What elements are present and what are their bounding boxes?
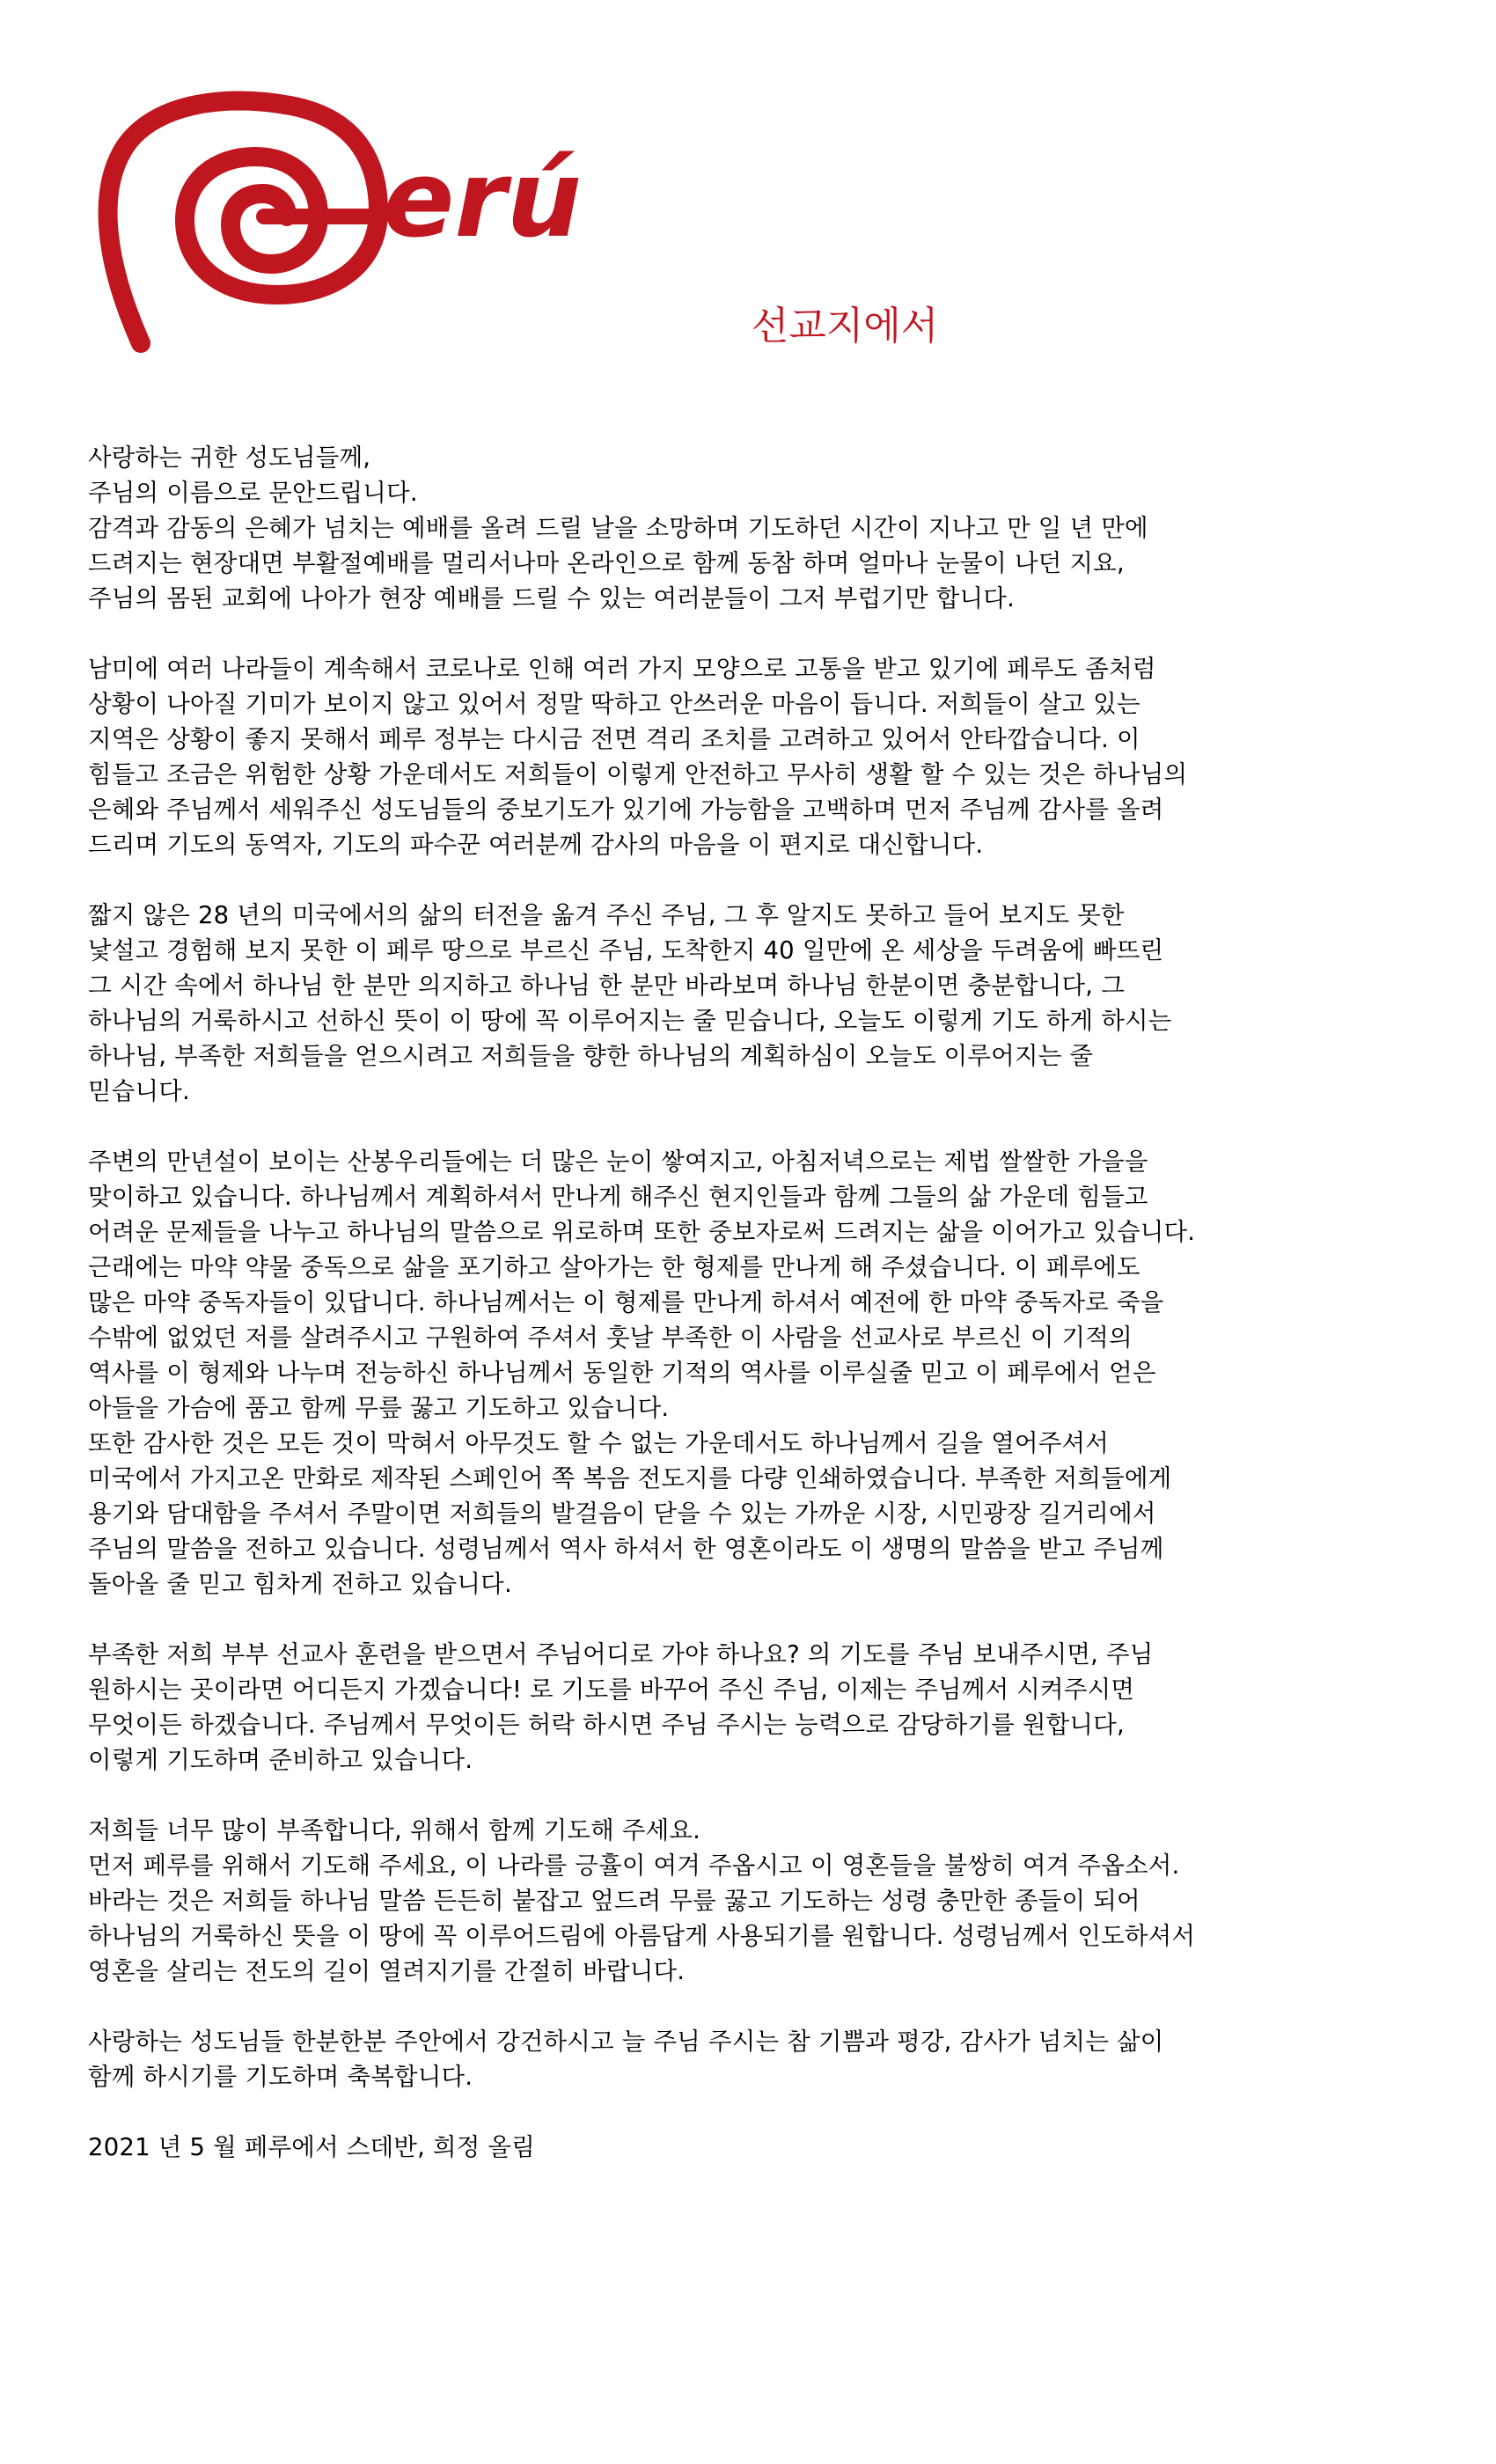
letter-paragraph (88, 1813, 1426, 1989)
letter-paragraph (88, 1426, 1426, 1602)
letter-line: 감격과 감동의 은혜가 넘치는 예배를 올려 드릴 날을 소망하며 기도하던 시간이 지나고 만 일 년 만에 (88, 514, 1148, 542)
letter-paragraph (88, 2024, 1426, 2094)
letter-line: 2021 년 5 월 페루에서 스데반, 희정 올림 (88, 2133, 535, 2161)
letter-line: 역사를 이 형제와 나누며 전능하신 하나님께서 동일한 기적의 역사를 이루실줄 믿고 이 페루에서 얻은 (88, 1359, 1156, 1387)
letter-line: 낯설고 경험해 보지 못한 이 페루 땅으로 부르신 주님, 도착한지 40 일만에 온 세상을 두려움에 빠뜨린 (88, 936, 1164, 964)
letter-line: 하나님의 거룩하시고 선하신 뜻이 이 땅에 꼭 이루어지는 줄 믿습니다, 오늘도 이렇게 기도 하게 하시는 (88, 1007, 1172, 1035)
letter-line: 믿습니다. (88, 1077, 191, 1105)
letter-line: 주님의 몸된 교회에 나아가 현장 예배를 드릴 수 있는 여러분들이 그저 부럽기만 합니다. (88, 584, 1016, 612)
letter-line: 사랑하는 귀한 성도님들께, (88, 444, 371, 472)
letter-line: 주변의 만년설이 보이는 산봉우리들에는 더 많은 눈이 쌓여지고, 아침저녁으로는 제법 쌀쌀한 가을을 (88, 1148, 1148, 1176)
letter-line: 어려운 문제들을 나누고 하나님의 말씀으로 위로하며 또한 중보자로써 드려지는 삶을 이어가고 있습니다. (88, 1218, 1196, 1246)
letter-title: 선교지에서 (751, 304, 939, 348)
letter-line: 드려지는 현장대면 부활절예배를 멀리서나마 온라인으로 함께 동참 하며 얼마나 눈물이 나던 지요, (88, 549, 1125, 577)
letter-paragraph (88, 440, 1426, 616)
letter-line: 많은 마약 중독자들이 있답니다. 하나님께서는 이 형제를 만나게 하셔서 예전에 한 마약 중독자로 죽을 (88, 1288, 1164, 1316)
letter-line: 먼저 페루를 위해서 기도해 주세요, 이 나라를 긍휼이 여겨 주옵시고 이 영혼들을 불쌍히 여겨 주옵소서. (88, 1852, 1180, 1880)
letter-line: 저희들 너무 많이 부족합니다, 위해서 함께 기도해 주세요. (88, 1816, 701, 1844)
letter-line: 영혼을 살리는 전도의 길이 열려지기를 간절히 바랍니다. (88, 1957, 686, 1985)
letter-line: 짧지 않은 28 년의 미국에서의 삶의 터전을 옮겨 주신 주님, 그 후 알지도 못하고 들어 보지도 못한 (88, 901, 1125, 929)
letter-line: 은혜와 주님께서 세워주신 성도님들의 중보기도가 있기에 가능함을 고백하며 먼저 주님께 감사를 올려 (88, 796, 1164, 824)
letter-line: 남미에 여러 나라들이 계속해서 코로나로 인해 여러 가지 모양으로 고통을 받고 있기에 페루도 좀처럼 (88, 655, 1156, 683)
letter-paragraph (88, 1144, 1426, 1426)
letter-line: 맞이하고 있습니다. 하나님께서 계획하셔서 만나게 해주신 현지인들과 함께 그들의 삶 가운데 힘들고 (88, 1183, 1148, 1211)
letter-line: 바라는 것은 저희들 하나님 말씀 든든히 붙잡고 엎드려 무릎 꿇고 기도하는 성령 충만한 종들이 되어 (88, 1887, 1140, 1915)
letter-line: 원하시는 곳이라면 어디든지 가겠습니다! 로 기도를 바꾸어 주신 주님, 이제는 주님께서 시켜주시면 (88, 1676, 1135, 1704)
letter-line: 상황이 나아질 기미가 보이지 않고 있어서 정말 딱하고 안쓰러운 마음이 듭니다. 저희들이 살고 있는 (88, 690, 1140, 718)
letter-line: 수밖에 없었던 저를 살려주시고 구원하여 주셔서 훗날 부족한 이 사람을 선교사로 부르신 이 기적의 (88, 1324, 1133, 1352)
letter-line: 돌아올 줄 믿고 힘차게 전하고 있습니다. (88, 1570, 512, 1598)
letter-line: 함께 하시기를 기도하며 축복합니다. (88, 2063, 473, 2091)
letter-line: 힘들고 조금은 위험한 상황 가운데서도 저희들이 이렇게 안전하고 무사히 생활 할 수 있는 것은 하나님의 (88, 760, 1188, 788)
letter-line: 주님의 말씀을 전하고 있습니다. 성령님께서 역사 하셔서 한 영혼이라도 이 생명의 말씀을 받고 주님께 (88, 1535, 1164, 1563)
letter-paragraph (88, 1637, 1426, 1778)
letter-line: 아들을 가슴에 품고 함께 무릎 꿇고 기도하고 있습니다. (88, 1394, 670, 1422)
letter-line: 무엇이든 하겠습니다. 주님께서 무엇이든 허락 하시면 주님 주시는 능력으로 감당하기를 원합니다, (88, 1711, 1125, 1739)
letter-body (88, 440, 1426, 2200)
letter-line: 하나님의 거룩하신 뜻을 이 땅에 꼭 이루어드림에 아름답게 사용되기를 원합니다. 성령님께서 인도하셔서 (88, 1922, 1196, 1950)
letter-line: 부족한 저희 부부 선교사 훈련을 받으면서 주님어디로 가야 하나요? 의 기도를 주님 보내주시면, 주님 (88, 1640, 1154, 1668)
letter-line: 이렇게 기도하며 준비하고 있습니다. (88, 1746, 473, 1774)
logo-wordmark: erú (383, 139, 582, 261)
letter-line: 근래에는 마약 약물 중독으로 삶을 포기하고 살아가는 한 형제를 만나게 해 주셨습니다. 이 페루에도 (88, 1253, 1140, 1281)
letter-paragraph (88, 651, 1426, 862)
letter-line: 주님의 이름으로 문안드립니다. (88, 479, 418, 507)
letter-line: 사랑하는 성도님들 한분한분 주안에서 강건하시고 늘 주님 주시는 참 기쁨과 평강, 감사가 넘치는 삶이 (88, 2028, 1164, 2056)
letter-paragraph (88, 2130, 1426, 2165)
letter-line: 미국에서 가지고온 만화로 제작된 스페인어 쪽 복음 전도지를 다량 인쇄하였습니다. 부족한 저희들에게 (88, 1464, 1172, 1492)
letter-line: 지역은 상황이 좋지 못해서 페루 정부는 다시금 전면 격리 조치를 고려하고 있어서 안타깝습니다. 이 (88, 725, 1140, 753)
letter-line: 드리며 기도의 동역자, 기도의 파수꾼 여러분께 감사의 마음을 이 편지로 대신합니다. (88, 831, 984, 859)
letter-paragraph (88, 898, 1426, 1109)
letter-line: 그 시간 속에서 하나님 한 분만 의지하고 하나님 한 분만 바라보며 하나님 한분이면 충분합니다, 그 (88, 972, 1125, 1000)
letter-line: 용기와 담대함을 주셔서 주말이면 저희들의 발걸음이 닫을 수 있는 가까운 시장, 시민광장 길거리에서 (88, 1500, 1156, 1528)
letter-line: 또한 감사한 것은 모든 것이 막혀서 아무것도 할 수 없는 가운데서도 하나님께서 길을 열어주셔서 (88, 1429, 1110, 1457)
letter-line: 하나님, 부족한 저희들을 얻으시려고 저희들을 향한 하나님의 계획하심이 오늘도 이루어지는 줄 (88, 1042, 1094, 1070)
